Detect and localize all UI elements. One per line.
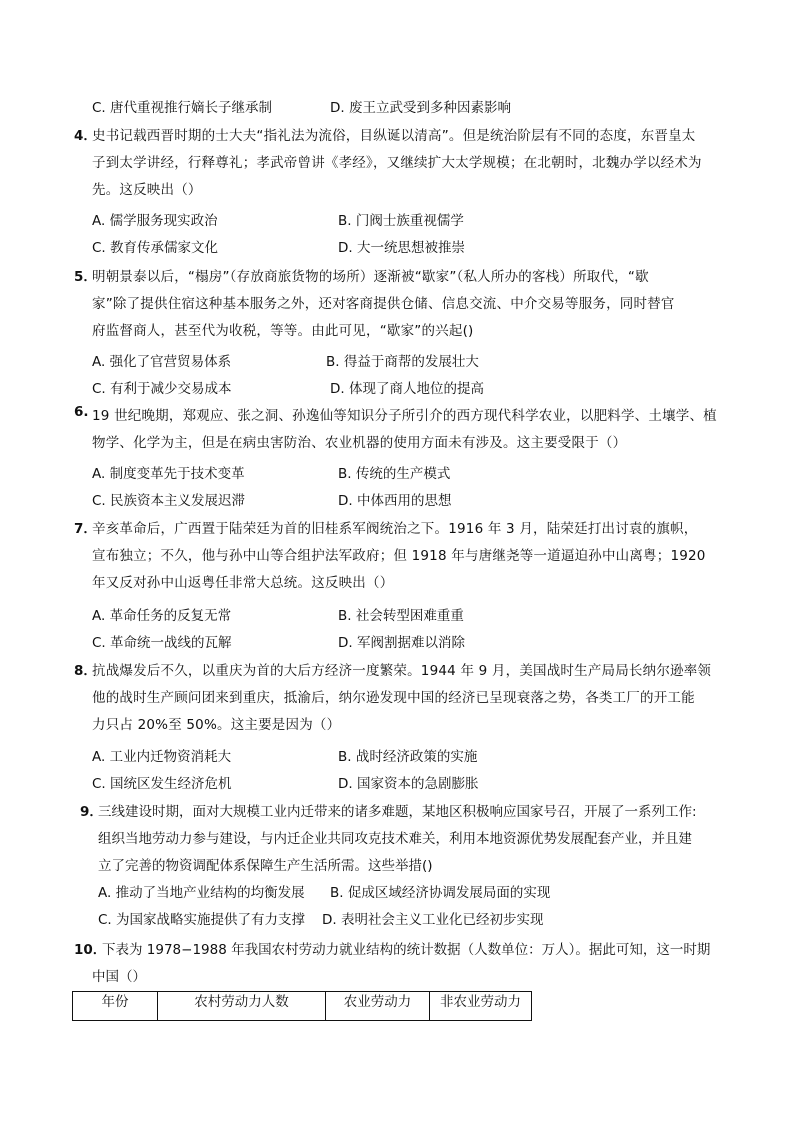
q10-stem-line1: 下表为 1978−1988 年我国农村劳动力就业结构的统计数据（人数单位：万人）。据此可知，这一时期 bbox=[102, 942, 711, 958]
q6-number: 6. bbox=[74, 404, 89, 420]
q4-option-b: B. 门阀士族重视儒学 bbox=[338, 213, 464, 229]
q8-stem-line3: 力只占 20%至 50%。这主要是因为（） bbox=[92, 717, 341, 733]
q8-option-d: D. 国家资本的急剧膨胀 bbox=[338, 776, 479, 792]
q8-option-c: C. 国统区发生经济危机 bbox=[92, 776, 232, 792]
q10-stem-line2: 中国（） bbox=[92, 969, 146, 985]
q3-option-d: D. 废王立武受到多种因素影响 bbox=[330, 100, 511, 116]
q5-number: 5． bbox=[74, 269, 97, 285]
q9-option-c: C. 为国家战略实施提供了有力支撑 bbox=[98, 912, 306, 928]
q9-stem-line2: 组织当地劳动力参与建设，与内迁企业共同攻克技术难关，利用本地资源优势发展配套产业，并且建 bbox=[98, 831, 692, 847]
q7-stem-line3: 年又反对孙中山返粤任非常大总统。这反映出（） bbox=[92, 575, 394, 591]
q4-number: 4． bbox=[74, 128, 97, 144]
q5-stem-line1: 明朝景泰以后，“榻房”（存放商旅货物的场所）逐渐被“歇家”（私人所办的客栈）所取代，“歇 bbox=[92, 269, 649, 285]
q4-stem-line3: 先。这反映出（） bbox=[92, 182, 202, 198]
q8-option-b: B. 战时经济政策的实施 bbox=[338, 749, 478, 765]
q4-option-a: A. 儒学服务现实政治 bbox=[92, 213, 218, 229]
q6-stem-line1: 19 世纪晚期，郑观应、张之洞、孙逸仙等知识分子所引介的西方现代科学农业，以肥料学、土壤学、植 bbox=[92, 408, 717, 424]
q8-number: 8． bbox=[74, 663, 97, 679]
table-header-cell: 农业劳动力 bbox=[326, 992, 430, 1021]
q4-option-c: C. 教育传承儒家文化 bbox=[92, 240, 219, 256]
q3-option-c: C. 唐代重视推行嫡长子继承制 bbox=[92, 100, 273, 116]
q10-number: 10． bbox=[74, 942, 107, 958]
q6-option-c: C. 民族资本主义发展迟滞 bbox=[92, 493, 246, 509]
q7-stem-line1: 辛亥革命后，广西置于陆荣廷为首的旧桂系军阀统治之下。1916 年 3 月，陆荣廷打出讨袁的旗帜， bbox=[92, 521, 698, 537]
table-header-cell: 非农业劳动力 bbox=[430, 992, 532, 1021]
q10-data-table bbox=[72, 991, 532, 1021]
q9-stem-line1: 三线建设时期，面对大规模工业内迁带来的诸多难题，某地区积极响应国家号召，开展了一系列工作: bbox=[98, 804, 697, 820]
q6-option-d: D. 中体西用的思想 bbox=[338, 493, 452, 509]
q5-stem-line3: 府监督商人，甚至代为收税，等等。由此可见，“歇家”的兴起() bbox=[92, 323, 474, 339]
q7-stem-line2: 宣布独立；不久，他与孙中山等合组护法军政府；但 1918 年与唐继尧等一道逼迫孙中山离粤；1920 bbox=[92, 548, 706, 564]
q5-option-c: C. 有利于减少交易成本 bbox=[92, 381, 232, 397]
q9-number: 9． bbox=[80, 804, 103, 820]
q8-option-a: A. 工业内迁物资消耗大 bbox=[92, 749, 232, 765]
q6-option-a: A. 制度变革先于技术变革 bbox=[92, 466, 245, 482]
q9-option-b: B. 促成区域经济协调发展局面的实现 bbox=[330, 885, 551, 901]
q6-stem-line2: 物学、化学为主，但是在病虫害防治、农业机器的使用方面未有涉及。这主要受限于（） bbox=[92, 435, 627, 451]
q8-stem-line2: 他的战时生产顾问团来到重庆，抵渝后，纳尔逊发现中国的经济已呈现衰落之势，各类工厂的开工能 bbox=[92, 690, 695, 706]
q5-stem-line2: 家”除了提供住宿这种基本服务之外，还对客商提供仓储、信息交流、中介交易等服务，同时替官 bbox=[92, 296, 675, 312]
table-header-cell: 农村劳动力人数 bbox=[158, 992, 326, 1021]
q5-option-d: D. 体现了商人地位的提高 bbox=[330, 381, 484, 397]
q9-option-a: A. 推动了当地产业结构的均衡发展 bbox=[98, 885, 305, 901]
table-header-cell: 年份 bbox=[73, 992, 158, 1021]
q7-option-b: B. 社会转型困难重重 bbox=[338, 608, 464, 624]
q9-option-d: D. 表明社会主义工业化已经初步实现 bbox=[322, 912, 544, 928]
q9-stem-line3: 立了完善的物资调配体系保障生产生活所需。这些举措() bbox=[98, 858, 433, 874]
q4-stem-line2: 子到太学讲经，行释尊礼；孝武帝曾讲《孝经》，又继续扩大太学规模；在北朝时，北魏办学以经术为 bbox=[92, 155, 702, 171]
table-header-row bbox=[73, 992, 532, 1021]
q7-option-a: A. 革命任务的反复无常 bbox=[92, 608, 232, 624]
q6-option-b: B. 传统的生产模式 bbox=[338, 466, 451, 482]
q7-option-d: D. 军阀割据难以消除 bbox=[338, 635, 465, 651]
q5-option-a: A. 强化了官营贸易体系 bbox=[92, 354, 232, 370]
q7-option-c: C. 革命统一战线的瓦解 bbox=[92, 635, 232, 651]
q4-stem-line1: 史书记载西晋时期的士大夫“指礼法为流俗，目纵诞以清高”。但是统治阶层有不同的态度，东晋皇太 bbox=[92, 128, 696, 144]
q4-option-d: D. 大一统思想被推崇 bbox=[338, 240, 465, 256]
q8-stem-line1: 抗战爆发后不久，以重庆为首的大后方经济一度繁荣。1944 年 9 月，美国战时生产局局长纳尔逊率领 bbox=[92, 663, 712, 679]
q7-number: 7． bbox=[74, 521, 97, 537]
q5-option-b: B. 得益于商帮的发展壮大 bbox=[326, 354, 479, 370]
